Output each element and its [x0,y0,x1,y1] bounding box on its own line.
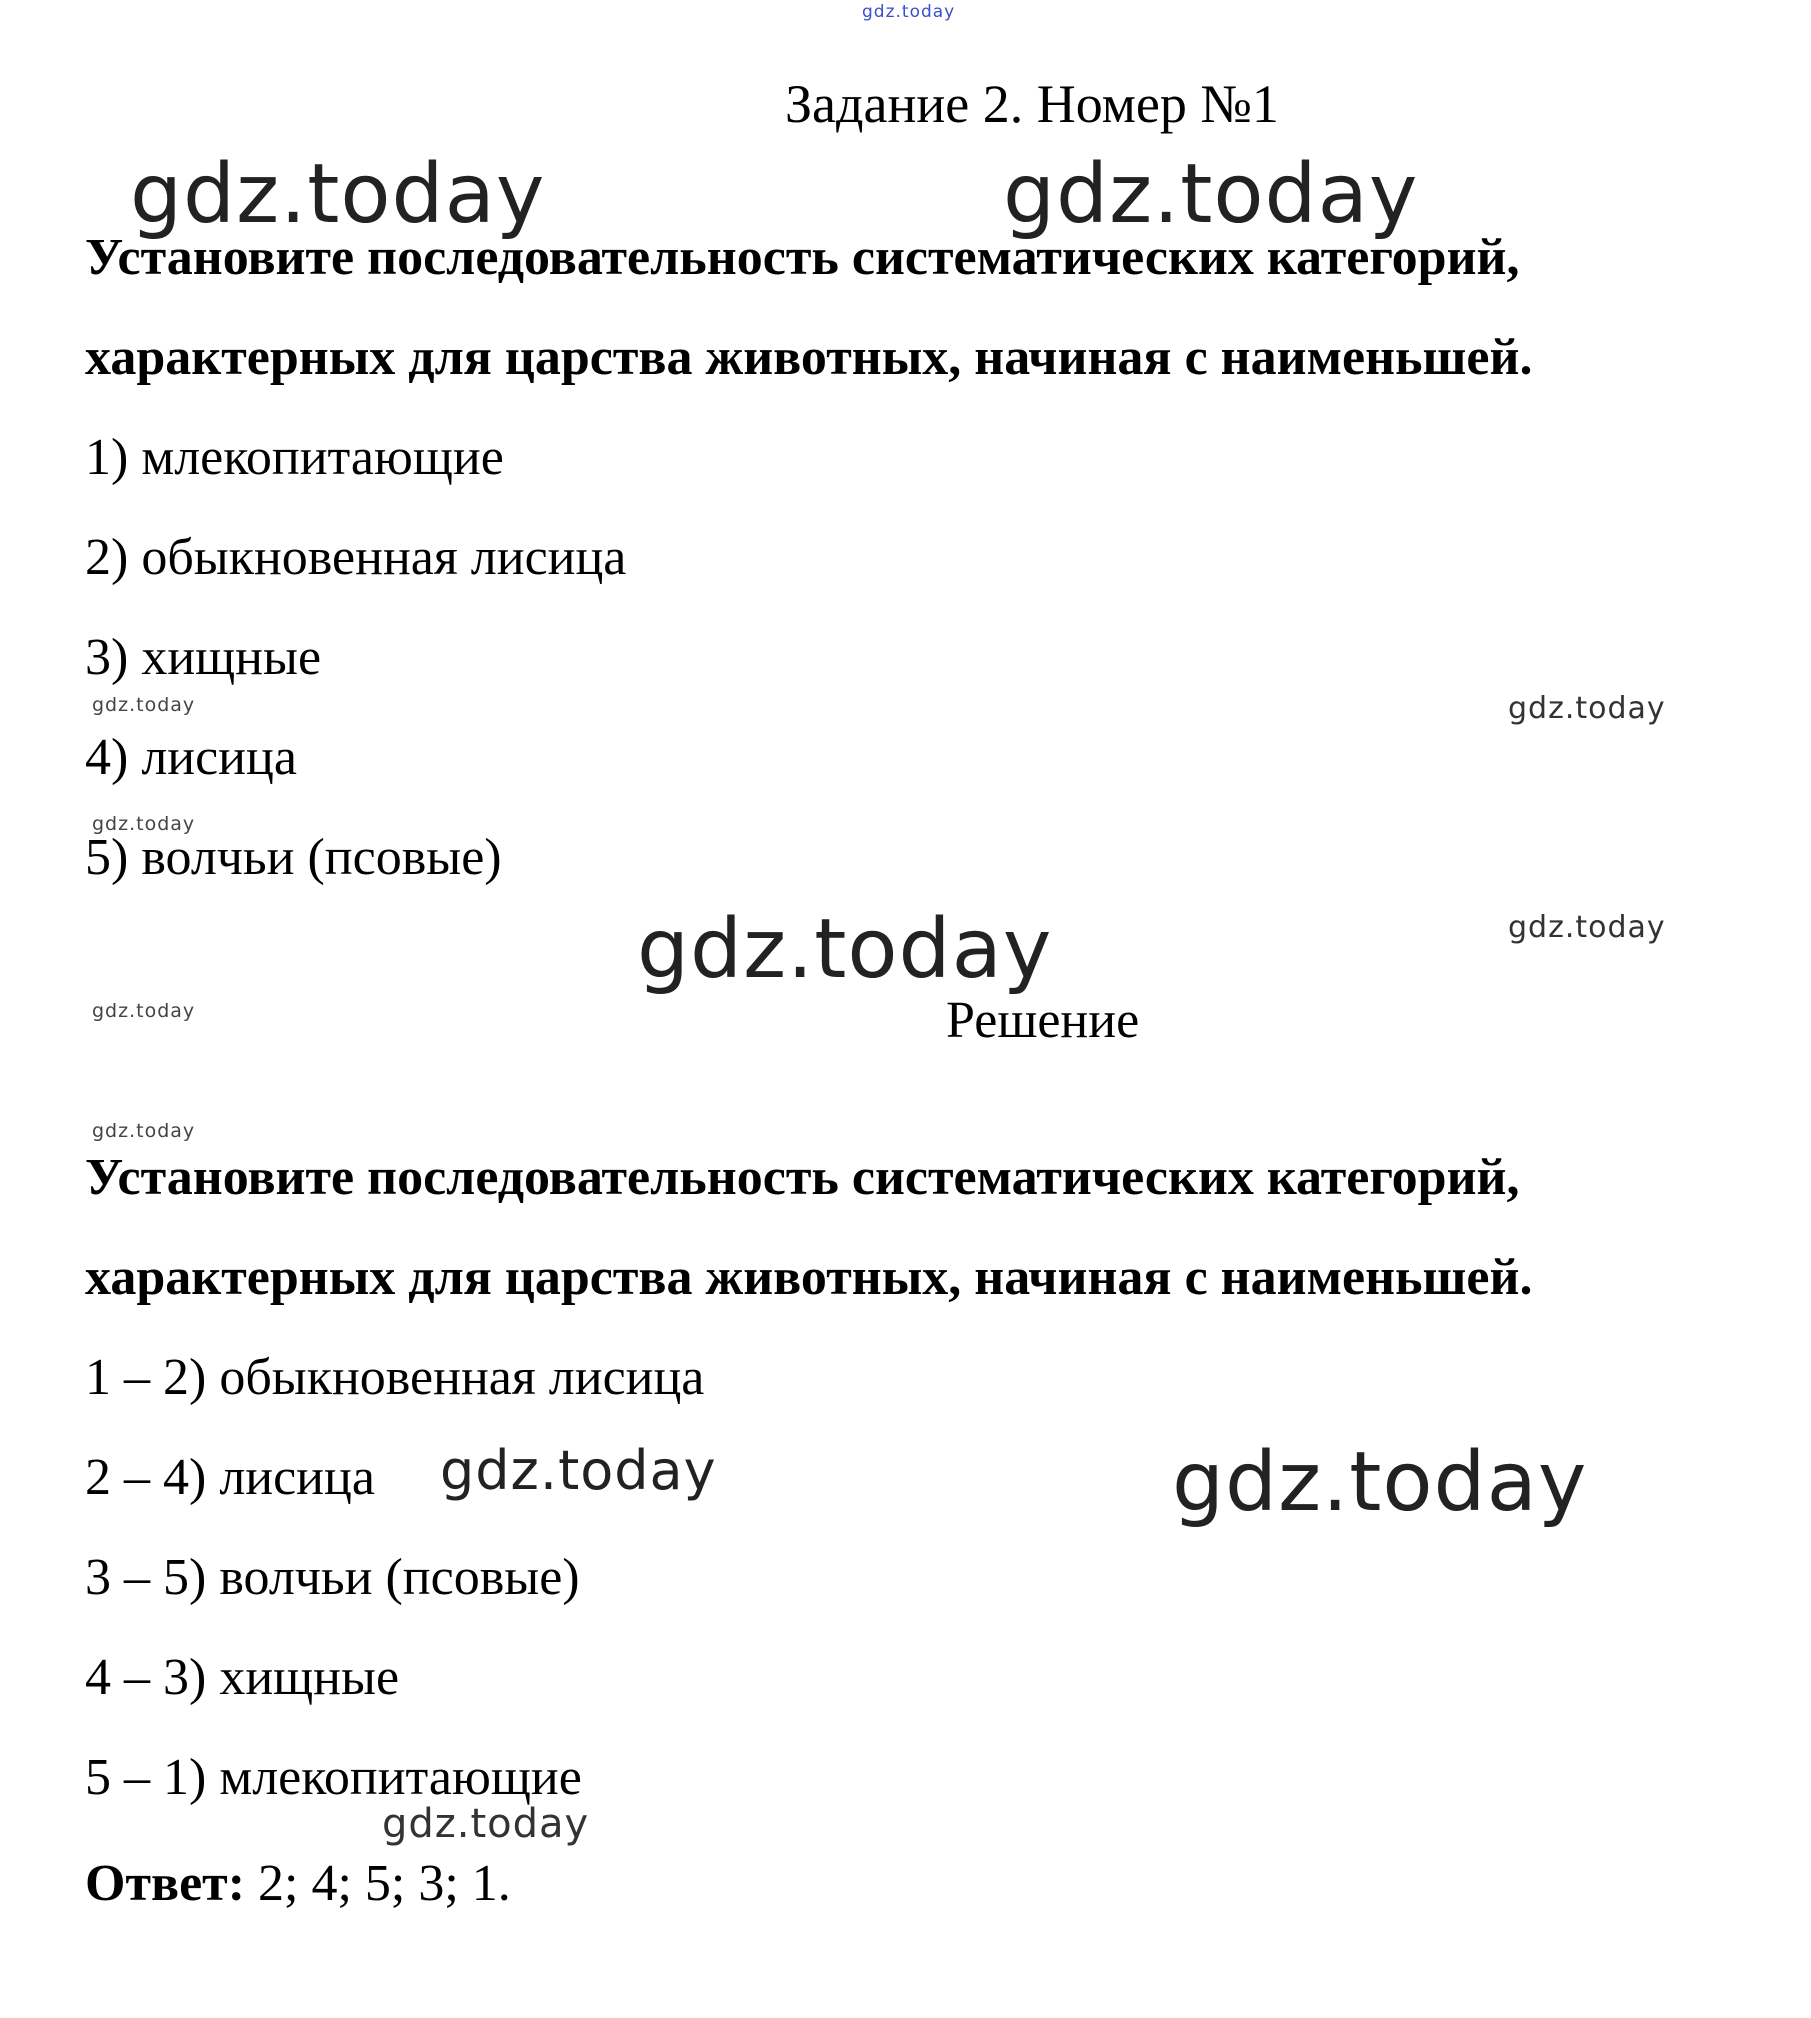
watermark-medium: gdz.today [440,1439,717,1502]
task-option: 2) обыкновенная лисица [85,529,627,586]
task-question-line-1: Установите последовательность систематических категорий, [85,229,1520,286]
solution-question-line-1: Установите последовательность систематических категорий, [85,1149,1520,1206]
page-title: Задание 2. Номер №1 [785,74,1279,134]
answer [85,1853,511,1915]
task-option: 1) млекопитающие [85,429,504,486]
task-question-line-2: характерных для царства животных, начиная с наименьшей. [85,329,1533,386]
answer-value: 2; 4; 5; 3; 1. [245,1855,511,1912]
task-option: 3) хищные [85,629,322,686]
watermark-medium: gdz.today [382,1801,590,1847]
task-option: 5) волчьи (псовые) [85,829,502,886]
solution-step: 1 – 2) обыкновенная лисица [85,1349,705,1406]
watermark-medium: gdz.today [1508,910,1666,945]
watermark-medium: gdz.today [1508,691,1666,726]
watermark-small: gdz.today [92,813,196,835]
watermark-small: gdz.today [92,694,196,716]
watermark-large: gdz.today [1003,147,1419,242]
watermark-large: gdz.today [637,902,1053,997]
solution-question-line-2: характерных для царства животных, начиная с наименьшей. [85,1249,1533,1306]
solution-step: 2 – 4) лисица [85,1449,375,1506]
watermark-large: gdz.today [130,147,546,242]
solution-step: 3 – 5) волчьи (псовые) [85,1549,580,1606]
watermark-small: gdz.today [92,1000,196,1022]
watermark-top: gdz.today [862,2,956,22]
answer-label: Ответ: [85,1855,246,1912]
task-option: 4) лисица [85,729,297,786]
watermark-large: gdz.today [1172,1435,1588,1530]
solution-step: 4 – 3) хищные [85,1649,400,1706]
solution-title: Решение [946,992,1140,1049]
solution-step: 5 – 1) млекопитающие [85,1749,582,1806]
watermark-small: gdz.today [92,1120,196,1142]
